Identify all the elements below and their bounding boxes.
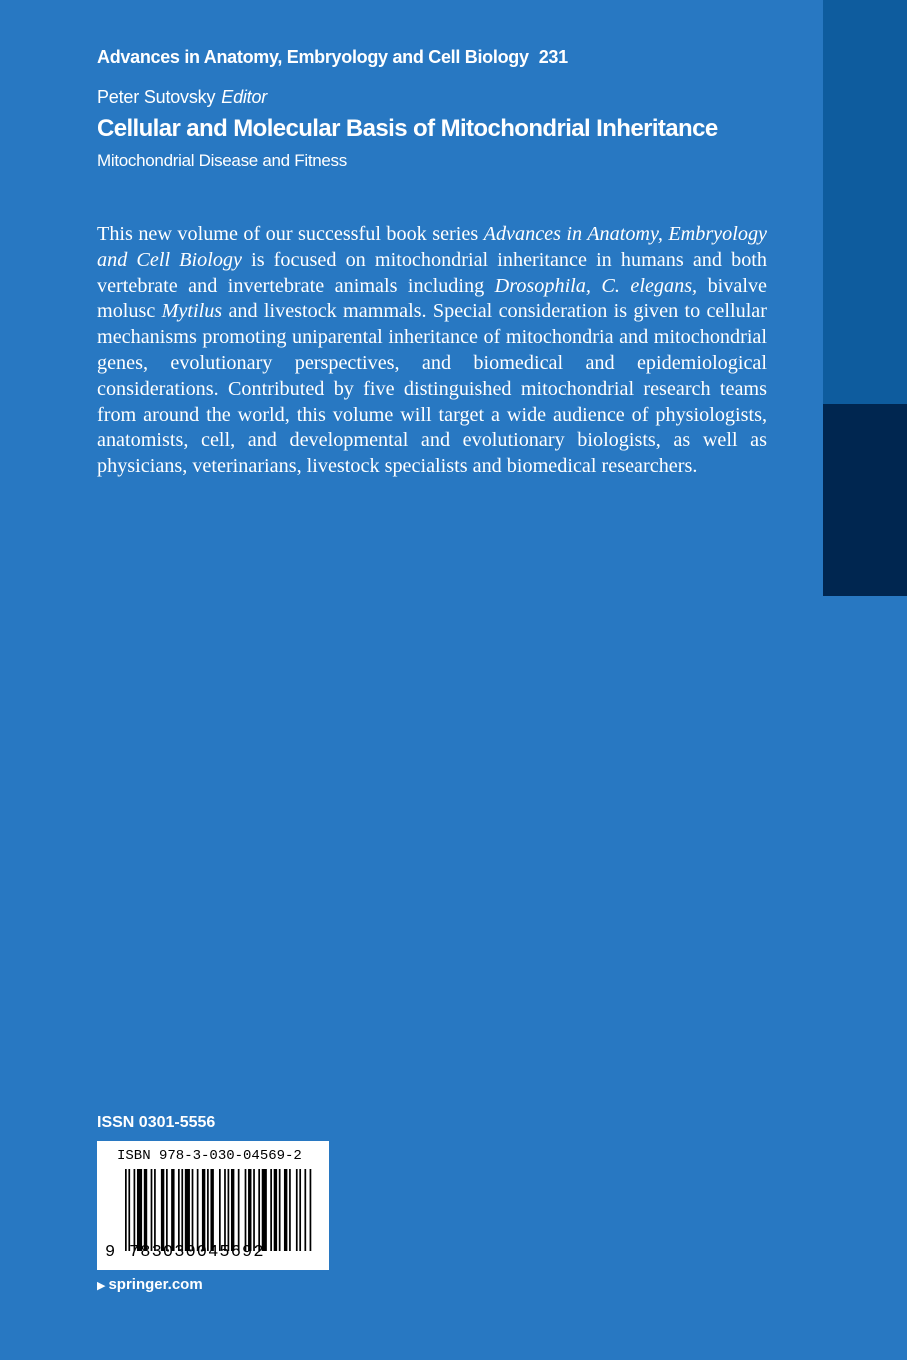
barcode-bar bbox=[128, 1169, 130, 1251]
barcode-bar bbox=[270, 1169, 272, 1251]
barcode-bar bbox=[284, 1169, 287, 1251]
side-color-strip-top bbox=[823, 0, 907, 404]
barcode-bar bbox=[304, 1169, 306, 1251]
book-subtitle: Mitochondrial Disease and Fitness bbox=[97, 151, 347, 170]
barcode-digits: 783030045692 bbox=[129, 1243, 265, 1262]
series-title bbox=[97, 47, 568, 68]
barcode-bar bbox=[144, 1169, 147, 1251]
barcode-bar bbox=[219, 1169, 221, 1251]
barcode-bar bbox=[137, 1169, 142, 1251]
barcode bbox=[97, 1141, 329, 1270]
barcode-bar bbox=[228, 1169, 230, 1251]
barcode-bar bbox=[238, 1169, 240, 1251]
barcode-bars bbox=[125, 1169, 313, 1251]
blurb-text-2: is focused on mitochondrial inheritance in humans and both vertebrate and invertebrate animals including bbox=[97, 248, 767, 297]
side-color-strip-bottom bbox=[823, 404, 907, 596]
barcode-bar bbox=[171, 1169, 174, 1251]
editor-name: Peter Sutovsky bbox=[97, 87, 216, 107]
book-title: Cellular and Molecular Basis of Mitochondrial Inheritance bbox=[97, 115, 718, 142]
barcode-bar bbox=[178, 1169, 180, 1251]
series-volume: 231 bbox=[538, 47, 568, 67]
website-text: springer.com bbox=[108, 1276, 203, 1293]
book-description bbox=[97, 222, 767, 480]
barcode-bar bbox=[161, 1169, 164, 1251]
editor-role: Editor bbox=[221, 87, 268, 107]
blurb-text-4: and livestock mammals. Special consideration is given to cellular mechanisms promoting uniparental inheritance of mitochondria and mitochondrial genes, evolutionary perspectives, and biomedical and epidemiological considerations. Contributed by five distinguished mitochondrial research teams from around the world, this volume will target a wide audience of physiologists, anatomists, cell, and developmental and evolutionary biologists, as well as physicians, veterinarians, livestock specialists and biomedical researchers. bbox=[97, 300, 767, 478]
barcode-bar bbox=[299, 1169, 301, 1251]
website-link[interactable] bbox=[97, 1276, 203, 1293]
barcode-bar bbox=[248, 1169, 251, 1251]
barcode-bar bbox=[253, 1169, 255, 1251]
barcode-bar bbox=[296, 1169, 298, 1251]
barcode-bar bbox=[289, 1169, 291, 1251]
triangle-right-icon: ▶ bbox=[97, 1280, 106, 1292]
barcode-bar bbox=[197, 1169, 199, 1251]
barcode-bar bbox=[166, 1169, 168, 1251]
barcode-bar bbox=[154, 1169, 156, 1251]
barcode-bar bbox=[202, 1169, 205, 1251]
barcode-bar bbox=[224, 1169, 226, 1251]
barcode-bar bbox=[262, 1169, 267, 1251]
blurb-genus-italic: Mytilus bbox=[161, 300, 223, 323]
barcode-bar bbox=[207, 1169, 209, 1251]
barcode-bar bbox=[181, 1169, 183, 1251]
blurb-species-italic: Drosophila, C. elegans, bbox=[494, 274, 698, 297]
barcode-bar bbox=[231, 1169, 234, 1251]
barcode-bar bbox=[134, 1169, 136, 1251]
blurb-series-italic: Advances in Anatomy, Embryology and Cell Biology bbox=[97, 223, 767, 271]
barcode-bar bbox=[310, 1169, 312, 1251]
barcode-bar bbox=[258, 1169, 260, 1251]
blurb-text-3: bivalve molusc bbox=[97, 274, 768, 323]
barcode-bar bbox=[210, 1169, 213, 1251]
isbn-label: ISBN 978-3-030-04569-2 bbox=[117, 1148, 302, 1164]
barcode-bar bbox=[245, 1169, 247, 1251]
editor-line bbox=[97, 87, 267, 108]
barcode-bar bbox=[192, 1169, 194, 1251]
issn: ISSN 0301-5556 bbox=[97, 1114, 216, 1131]
series-name: Advances in Anatomy, Embryology and Cell Biology bbox=[97, 47, 529, 67]
barcode-first-digit: 9 bbox=[105, 1243, 116, 1262]
barcode-bar bbox=[274, 1169, 277, 1251]
blurb-text-1: This new volume of our successful book series bbox=[97, 223, 484, 245]
barcode-bar bbox=[279, 1169, 281, 1251]
barcode-bar bbox=[151, 1169, 153, 1251]
barcode-bar bbox=[185, 1169, 190, 1251]
barcode-bar bbox=[125, 1169, 127, 1251]
